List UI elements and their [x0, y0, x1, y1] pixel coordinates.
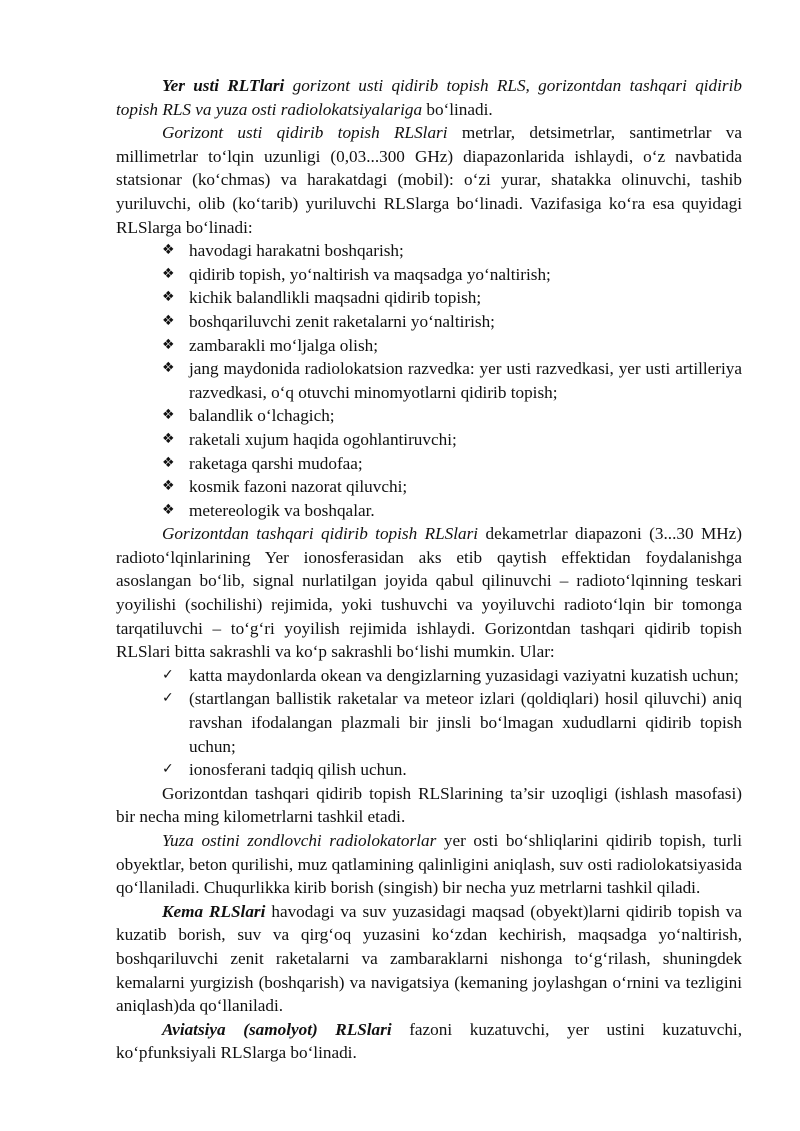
list-item-text: qidirib topish, yo‘naltirish va maqsadga yo‘naltirish; — [189, 264, 551, 284]
paragraph-text: Gorizontdan tashqari qidirib topish RLSlarining ta’sir uzoqligi (ishlash masofasi) bir necha ming kilometrlarni tashkil etadi. — [116, 783, 742, 827]
list-item — [162, 664, 742, 688]
list-item-text: balandlik o‘lchagich; — [189, 406, 335, 426]
paragraph-text: yer osti bo‘shliqlarini qidirib topish, turli obyektlar, beton qurilishi, muz qatlamining qalinligini aniqlash, suv osti radiolokatsiyasida qo‘llaniladi. Chuqurlikka kirib borish (singish) bir necha yuz metrlarni tashkil qiladi. — [116, 831, 742, 898]
paragraph-ground-rls — [116, 74, 742, 121]
list-item-text: (startlangan ballistik raketalar va meteor izlari (qoldiqlari) hosil qiluvchi) aniq ravshan ifodalangan plazmali bir jinsli bo‘lmagan xududlarni qidirib topish uchun; — [189, 689, 742, 756]
list-item-text: havodagi harakatni boshqarish; — [189, 241, 404, 261]
list-item-text: metereologik va boshqalar. — [189, 500, 375, 520]
paragraph-aviation-rls — [116, 1018, 742, 1065]
list-item-text: ionosferani tadqiq qilish uchun. — [189, 760, 407, 780]
list-item — [162, 687, 742, 758]
diamond-bullet-icon: ❖ — [162, 454, 175, 471]
diamond-bullet-icon: ❖ — [162, 407, 175, 424]
paragraph-range — [116, 782, 742, 829]
list-item-text: boshqariluvchi zenit raketalarni yo‘naltirish; — [189, 311, 495, 331]
paragraph-text: bo‘linadi. — [422, 99, 493, 119]
list-item-text: kichik balandlikli maqsadni qidirib topish; — [189, 288, 482, 308]
diamond-bullet-icon: ❖ — [162, 336, 175, 353]
list-item — [162, 499, 742, 523]
usage-list — [116, 664, 742, 782]
diamond-bullet-icon: ❖ — [162, 478, 175, 495]
diamond-bullet-icon: ❖ — [162, 430, 175, 447]
paragraph-over-horizon — [116, 522, 742, 664]
purpose-list — [116, 239, 742, 522]
check-mark-icon: ✓ — [162, 666, 174, 683]
list-item — [162, 263, 742, 287]
list-item-text: raketali xujum haqida ogohlantiruvchi; — [189, 429, 457, 449]
paragraph-text: dekametrlar diapazoni (3...30 MHz) radioto‘lqinlarining Yer ionosferasidan aks etib qaytish effektidan foydalanishga asoslangan bo‘lib, signal nurlatilgan joyida qabul qilinuvchi – radioto‘lqinning teskari yoyilishi (sochilishi) rejimida, yoki tushuvchi va yoyiluvchi radioto‘lqin bir tomonga tarqatiluvchi – to‘g‘ri yoyilish rejimida ishlaydi. Gorizontdan tashqari qidirib topish RLSlari bitta sakrashli va ko‘p sakrashli bo‘lishi mumkin. Ular: — [116, 524, 742, 662]
list-item — [162, 334, 742, 358]
list-item-text: zambarakli mo‘ljalga olish; — [189, 335, 379, 355]
diamond-bullet-icon: ❖ — [162, 289, 175, 306]
check-mark-icon: ✓ — [162, 761, 174, 778]
paragraph-subsurface — [116, 829, 742, 900]
check-mark-icon: ✓ — [162, 690, 174, 707]
paragraph-text: fazoni kuzatuvchi, yer ustini kuzatuvchi, ko‘pfunksiyali RLSlarga bo‘linadi. — [116, 1019, 742, 1063]
diamond-bullet-icon: ❖ — [162, 312, 175, 329]
term-above-horizon-rls: Gorizont usti qidirib topish RLSlari — [162, 123, 448, 143]
paragraph-text: metrlar, detsimetrlar, santimetrlar va millimetrlar to‘lqin uzunligi (0,03...300 GHz) diapazonlarida ishlaydi, o‘z navbatida statsionar (ko‘chmas) va harakatdagi (mobil): o‘zi yurar, shatakka olinuvchi, tashib yuriluvchi, olib (ko‘tarib) yuriluvchi RLSlarga bo‘linadi. Vazifasiga ko‘ra esa quyidagi RLSlarga bo‘linadi: — [116, 123, 742, 237]
list-item-text: katta maydonlarda okean va dengizlarning yuzasidagi vaziyatni kuzatish uchun; — [189, 665, 739, 685]
diamond-bullet-icon: ❖ — [162, 501, 175, 518]
paragraph-ship-rls — [116, 900, 742, 1018]
list-item — [162, 404, 742, 428]
term-ground-rls: Yer usti RLTlari — [162, 76, 285, 95]
italic-text: gorizont usti qidirib topish RLS, gorizontdan tashqari qidirib topish RLS va yuza osti radiolokatsiyalariga — [116, 76, 742, 119]
term-aviation-rls: Aviatsiya (samolyot) RLSlari — [162, 1019, 392, 1039]
paragraph-over-horizon-top — [116, 121, 742, 239]
term-ship-rls: Kema RLSlari — [162, 901, 266, 921]
term-over-horizon-rls: Gorizontdan tashqari qidirib topish RLSlari — [162, 524, 479, 544]
list-item-text: kosmik fazoni nazorat qiluvchi; — [189, 477, 408, 497]
term-subsurface-radar: Yuza ostini zondlovchi radiolokatorlar — [162, 831, 437, 850]
diamond-bullet-icon: ❖ — [162, 265, 175, 282]
list-item — [162, 428, 742, 452]
list-item — [162, 357, 742, 404]
list-item — [162, 452, 742, 476]
diamond-bullet-icon: ❖ — [162, 360, 175, 377]
diamond-bullet-icon: ❖ — [162, 242, 175, 259]
list-item — [162, 758, 742, 782]
list-item — [162, 286, 742, 310]
list-item-text: raketaga qarshi mudofaa; — [189, 453, 363, 473]
list-item — [162, 310, 742, 334]
paragraph-text: havodagi va suv yuzasidagi maqsad (obyekt)larni qidirib topish va kuzatib borish, suv va qirg‘oq yuzasini ko‘zdan kechirish, maqsadga yo‘naltirish, boshqariluvchi zenit raketalarni va zambaraklarni nishonga to‘g‘rilash, shuningdek kemalarni yurgizish (boshqarish) va navigatsiya (kemaning joylashgan o‘rnini va tezligini aniqlash)da qo‘llaniladi. — [116, 901, 742, 1016]
list-item — [162, 239, 742, 263]
list-item-text: jang maydonida radiolokatsion razvedka: yer usti razvedkasi, yer usti artilleriya razvedkasi, o‘q otuvchi minomyotlarni qidirib topish; — [189, 359, 742, 402]
list-item — [162, 475, 742, 499]
